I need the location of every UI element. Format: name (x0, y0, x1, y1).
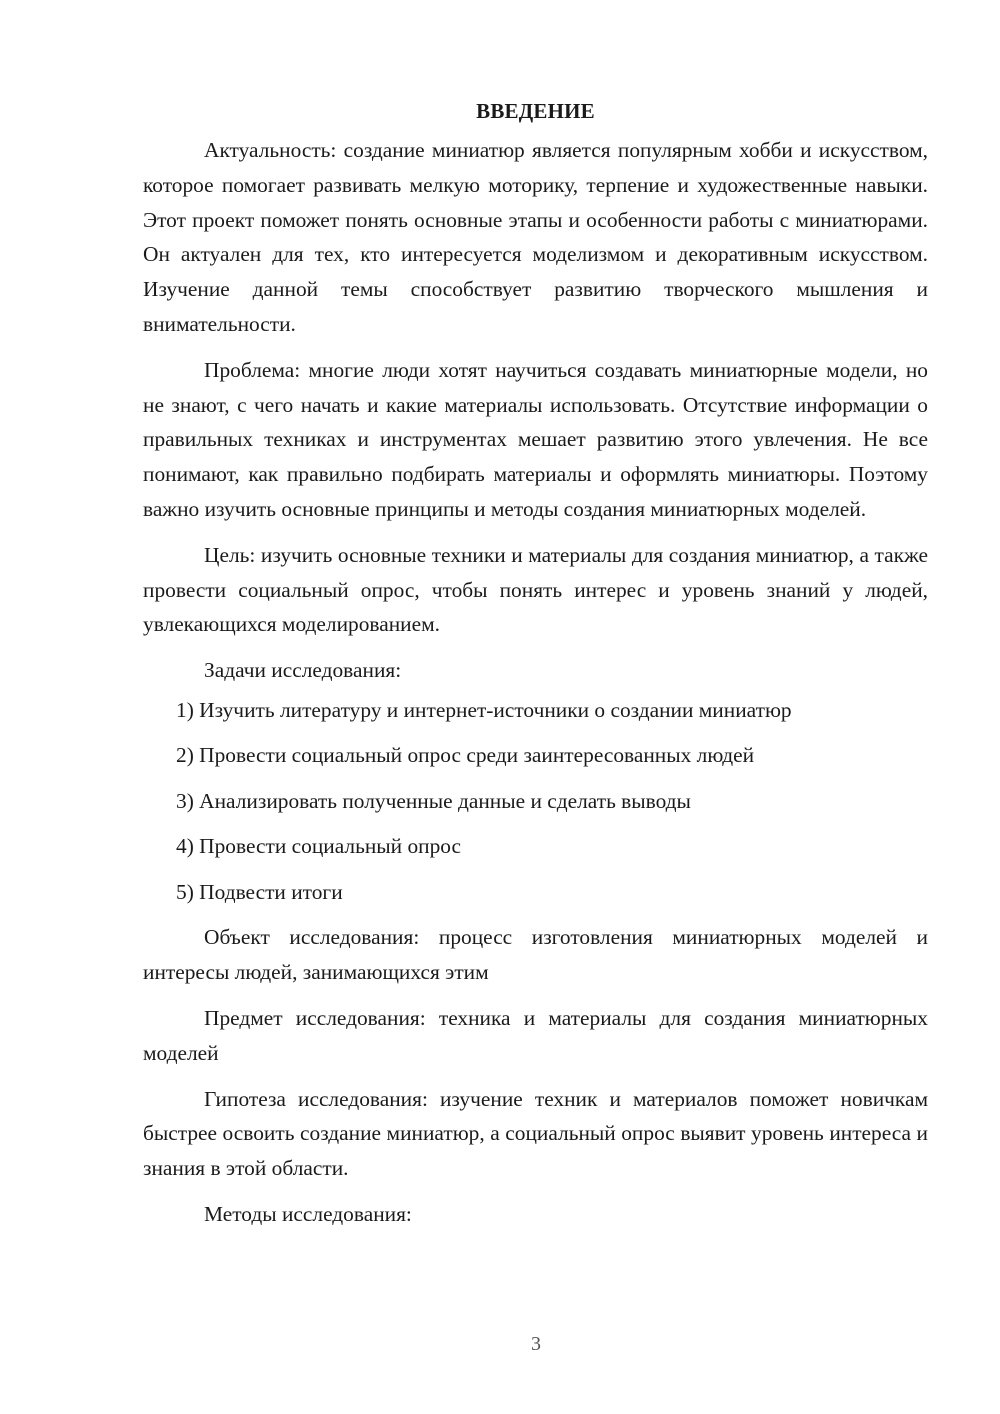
object-paragraph: Объект исследования: процесс изготовления миниатюрных моделей и интересы людей, занимающихся этим (143, 925, 928, 985)
tasks-list (143, 693, 928, 910)
list-item: 3) Анализировать полученные данные и сделать выводы (176, 788, 691, 813)
page-number: 3 (531, 1333, 541, 1355)
list-item: 2) Провести социальный опрос среди заинтересованных людей (176, 743, 755, 768)
goal-paragraph: Цель: изучить основные техники и материалы для создания миниатюр, а также провести социальный опрос, чтобы понять интерес и уровень знаний у людей, увлекающихся моделированием. (143, 542, 928, 637)
page-title: ВВЕДЕНИЕ (476, 99, 595, 123)
relevance-paragraph: Актуальность: создание миниатюр является популярным хобби и искусством, которое помогает развивать мелкую моторику, терпение и художественные навыки. Этот проект поможет понять основные этапы и особенности работы с миниатюрами. Он актуален для тех, кто интересуется моделизмом и декоративным искусством. Изучение данной темы способствует развитию творческого мышления и внимательности. (143, 138, 928, 336)
hypothesis-paragraph: Гипотеза исследования: изучение техник и материалов поможет новичкам быстрее освоить создание миниатюр, а социальный опрос выявит уровень интереса и знания в этой области. (143, 1086, 928, 1181)
list-item: 5) Подвести итоги (176, 879, 343, 904)
methods-title: Методы исследования: (204, 1201, 412, 1226)
list-item: 4) Провести социальный опрос (176, 834, 462, 859)
list-item: 1) Изучить литературу и интернет-источники о создании миниатюр (176, 697, 792, 722)
subject-paragraph: Предмет исследования: техника и материалы для создания миниатюрных моделей (143, 1005, 928, 1065)
document-page (143, 96, 928, 1232)
tasks-title: Задачи исследования: (204, 658, 402, 683)
problem-paragraph: Проблема: многие люди хотят научиться создавать миниатюрные модели, но не знают, с чего начать и какие материалы использовать. Отсутствие информации о правильных техниках и инструментах мешает развитию этого увлечения. Не все понимают, как правильно подбирать материалы и оформлять миниатюры. Поэтому важно изучить основные принципы и методы создания миниатюрных моделей. (143, 357, 928, 521)
